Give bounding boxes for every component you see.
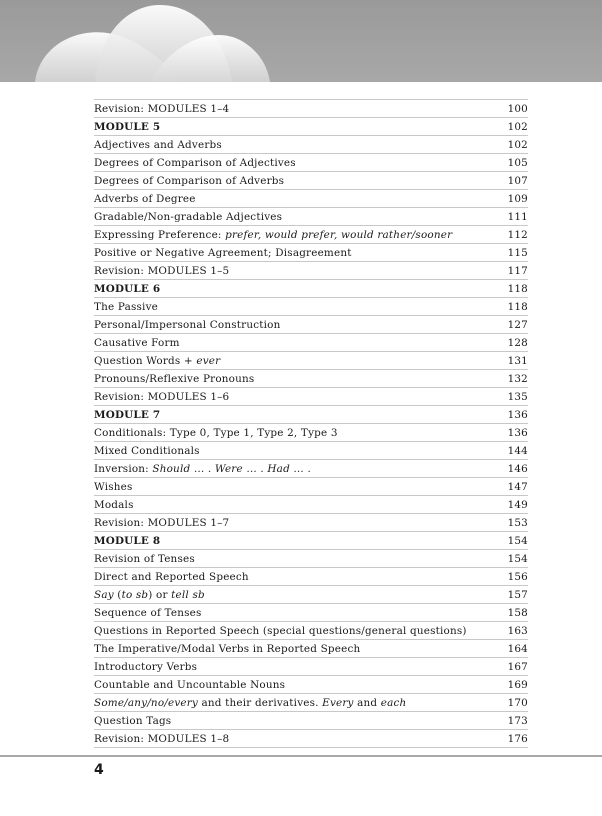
toc-entry-page: 127 [507,318,528,331]
toc-entry [94,442,528,460]
toc-entry-page: 170 [507,696,528,709]
toc-entry [94,478,528,496]
toc-entry-page: 112 [507,228,528,241]
toc-entry-title: Introductory Verbs [94,660,198,673]
toc-entry [94,514,528,532]
toc-entry-page: 131 [507,354,528,367]
toc-entry-title: Countable and Uncountable Nouns [94,678,286,691]
toc-entry [94,262,528,280]
toc-entry [94,370,528,388]
toc-entry [94,676,528,694]
toc-entry-title: Direct and Reported Speech [94,570,249,583]
toc-entry-page: 117 [507,264,528,277]
toc-entry [94,712,528,730]
toc-entry-title: Sequence of Tenses [94,606,202,619]
toc-entry-page: 102 [507,138,528,151]
table-of-contents [94,99,528,748]
toc-entry [94,496,528,514]
toc-entry [94,586,528,604]
toc-entry-title: Revision: MODULES 1–4 [94,102,230,115]
toc-module-heading [94,532,528,550]
toc-entry-page: 173 [507,714,528,727]
toc-entry-title: Adjectives and Adverbs [94,138,222,151]
toc-entry [94,190,528,208]
toc-entry-page: 147 [507,480,528,493]
toc-entry-page: 102 [507,120,528,133]
toc-entry-title: Revision of Tenses [94,552,195,565]
toc-entry [94,298,528,316]
toc-entry-page: 154 [507,534,528,547]
toc-module-heading [94,406,528,424]
toc-entry-title: MODULE 8 [94,534,161,547]
toc-entry [94,622,528,640]
toc-entry [94,244,528,262]
toc-entry-title: Personal/Impersonal Construction [94,318,281,331]
toc-entry-title: Say (to sb) or tell sb [94,588,205,601]
toc-entry-page: 176 [507,732,528,745]
toc-entry [94,550,528,568]
toc-entry [94,424,528,442]
toc-entry [94,352,528,370]
toc-entry-page: 135 [507,390,528,403]
toc-entry-title: Some/any/no/every and their derivatives. Every and each [94,696,407,709]
toc-entry-page: 109 [507,192,528,205]
toc-entry-page: 157 [507,588,528,601]
footer-divider [0,755,602,757]
toc-entry-title: MODULE 6 [94,282,161,295]
toc-entry [94,334,528,352]
toc-entry-title: Positive or Negative Agreement; Disagreement [94,246,352,259]
toc-entry-title: Question Tags [94,714,172,727]
toc-entry-title: Expressing Preference: prefer, would prefer, would rather/sooner [94,228,453,241]
toc-entry-page: 149 [507,498,528,511]
toc-entry [94,694,528,712]
toc-entry-title: The Passive [94,300,159,313]
page-number: 4 [94,762,104,778]
toc-entry [94,208,528,226]
toc-entry-title: The Imperative/Modal Verbs in Reported Speech [94,642,361,655]
decorative-petals-graphic [0,0,602,82]
toc-entry-page: 146 [507,462,528,475]
toc-entry-page: 163 [507,624,528,637]
toc-entry-title: Revision: MODULES 1–7 [94,516,230,529]
toc-entry-title: Revision: MODULES 1–6 [94,390,230,403]
toc-entry-title: Adverbs of Degree [94,192,196,205]
toc-entry-page: 128 [507,336,528,349]
toc-entry-title: Revision: MODULES 1–8 [94,732,230,745]
toc-entry-page: 107 [507,174,528,187]
toc-entry [94,568,528,586]
toc-entry-page: 144 [507,444,528,457]
toc-entry-title: Pronouns/Reflexive Pronouns [94,372,255,385]
toc-entry-title: Causative Form [94,336,180,349]
toc-entry-page: 132 [507,372,528,385]
toc-entry-page: 115 [507,246,528,259]
toc-entry-title: Revision: MODULES 1–5 [94,264,230,277]
toc-entry-page: 136 [507,426,528,439]
toc-entry [94,99,528,118]
toc-module-heading [94,280,528,298]
toc-entry-title: Modals [94,498,134,511]
toc-entry-title: Mixed Conditionals [94,444,200,457]
toc-entry-title: Degrees of Comparison of Adverbs [94,174,285,187]
toc-entry-page: 156 [507,570,528,583]
toc-entry-page: 111 [507,210,528,223]
toc-entry [94,640,528,658]
toc-entry [94,172,528,190]
toc-entry [94,316,528,334]
toc-entry-page: 136 [507,408,528,421]
toc-entry [94,154,528,172]
toc-entry-page: 167 [507,660,528,673]
toc-entry-page: 118 [507,282,528,295]
toc-entry-title: Question Words + ever [94,354,221,367]
toc-entry-title: Inversion: Should … . Were … . Had … . [94,462,312,475]
toc-entry-title: MODULE 5 [94,120,161,133]
toc-entry-title: Questions in Reported Speech (special questions/general questions) [94,624,467,637]
toc-entry-page: 169 [507,678,528,691]
toc-entry [94,658,528,676]
toc-entry [94,388,528,406]
toc-entry [94,226,528,244]
header-decoration [0,0,602,82]
toc-entry [94,604,528,622]
toc-module-heading [94,118,528,136]
toc-entry-title: Degrees of Comparison of Adjectives [94,156,296,169]
toc-entry-title: Conditionals: Type 0, Type 1, Type 2, Type 3 [94,426,338,439]
toc-entry [94,460,528,478]
toc-entry-title: Wishes [94,480,133,493]
toc-entry [94,136,528,154]
toc-entry [94,730,528,748]
toc-entry-page: 164 [507,642,528,655]
toc-entry-page: 158 [507,606,528,619]
toc-entry-page: 118 [507,300,528,313]
toc-entry-page: 100 [507,102,528,115]
toc-entry-title: Gradable/Non-gradable Adjectives [94,210,283,223]
toc-entry-page: 153 [507,516,528,529]
toc-entry-page: 154 [507,552,528,565]
toc-entry-title: MODULE 7 [94,408,161,421]
toc-entry-page: 105 [507,156,528,169]
